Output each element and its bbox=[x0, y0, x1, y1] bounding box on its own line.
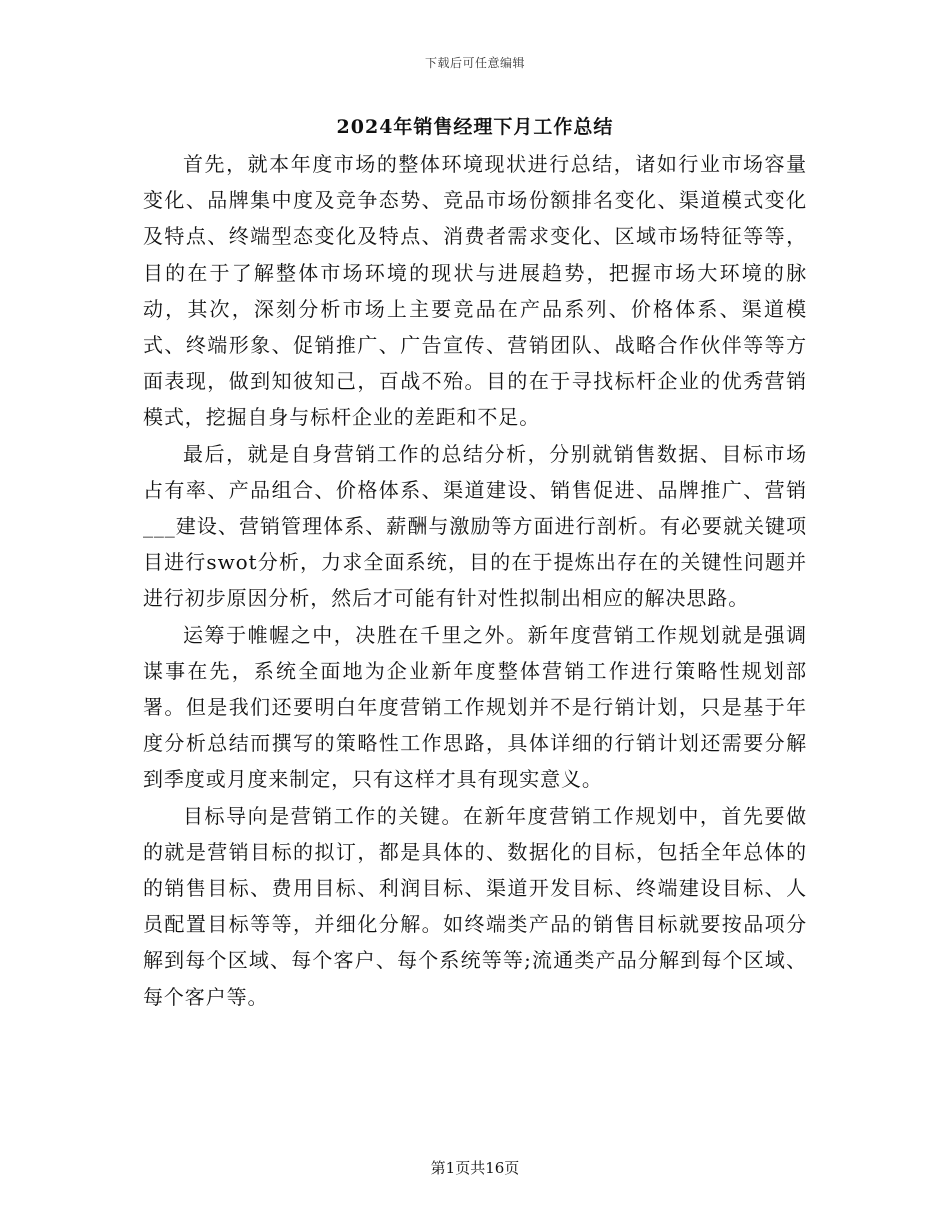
document-body bbox=[143, 146, 807, 1015]
document-title: 2024年销售经理下月工作总结 bbox=[336, 116, 614, 138]
paragraph-2: 最后，就是自身营销工作的总结分析，分别就销售数据、目标市场占有率、产品组合、价格体系、渠道建设、销售促进、品牌推广、营销___建设、营销管理体系、薪酬与激励等方面进行剖析。有必要就关键项目进行swot分析，力求全面系统，目的在于提炼出存在的关键性问题并进行初步原因分析，然后才可能有针对性拟制出相应的解决思路。 bbox=[143, 441, 807, 611]
paragraph-3: 运筹于帷幄之中，决胜在千里之外。新年度营销工作规划就是强调谋事在先，系统全面地为企业新年度整体营销工作进行策略性规划部署。但是我们还要明白年度营销工作规划并不是行销计划，只是基于年度分析总结而撰写的策略性工作思路，具体详细的行销计划还需要分解到季度或月度来制定，只有这样才具有现实意义。 bbox=[143, 622, 807, 792]
paragraph-1: 首先，就本年度市场的整体环境现状进行总结，诸如行业市场容量变化、品牌集中度及竞争态势、竞品市场份额排名变化、渠道模式变化及特点、终端型态变化及特点、消费者需求变化、区域市场特征等等，目的在于了解整体市场环境的现状与进展趋势，把握市场大环境的脉动，其次，深刻分析市场上主要竞品在产品系列、价格体系、渠道模式、终端形象、促销推广、广告宣传、营销团队、战略合作伙伴等等方面表现，做到知彼知己，百战不殆。目的在于寻找标杆企业的优秀营销模式，挖掘自身与标杆企业的差距和不足。 bbox=[143, 152, 807, 430]
paragraph-4: 目标导向是营销工作的关键。在新年度营销工作规划中，首先要做的就是营销目标的拟订，都是具体的、数据化的目标，包括全年总体的的销售目标、费用目标、利润目标、渠道开发目标、终端建设目标、人员配置目标等等，并细化分解。如终端类产品的销售目标就要按品项分解到每个区域、每个客户、每个系统等等;流通类产品分解到每个区域、每个客户等。 bbox=[143, 803, 807, 1009]
header-note: 下载后可任意编辑 bbox=[424, 56, 525, 70]
page-number-footer: 第1页共16页 bbox=[430, 1159, 520, 1177]
